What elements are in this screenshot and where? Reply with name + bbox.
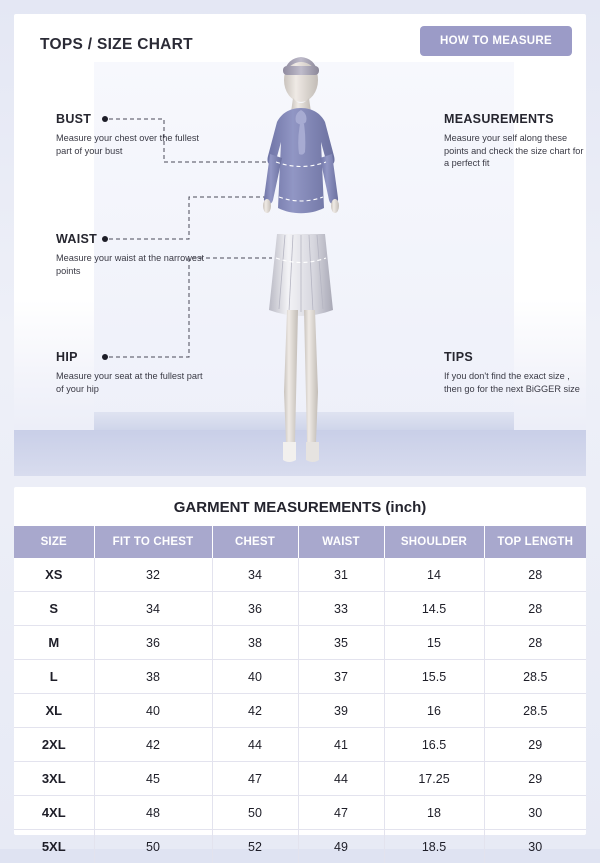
measurement-cell: 48 [94, 796, 212, 830]
measurement-cell: 14.5 [384, 592, 484, 626]
annotation-tips-body: If you don't find the exact size , then go for the next BiGGER size [444, 370, 586, 395]
annotation-tips [444, 350, 586, 395]
table-row [14, 728, 586, 762]
measurement-cell: 35 [298, 626, 384, 660]
measurements-table-card [14, 487, 586, 835]
measurement-cell: 15 [384, 626, 484, 660]
measurement-cell: 37 [298, 660, 384, 694]
measurement-cell: 30 [484, 796, 586, 830]
annotation-tips-heading: TIPS [444, 350, 586, 364]
annotation-bust-heading: BUST [56, 112, 206, 126]
measurement-cell: 40 [94, 694, 212, 728]
table-title: GARMENT MEASUREMENTS (inch) [14, 487, 586, 526]
measurement-cell: 18 [384, 796, 484, 830]
table-col-header: SHOULDER [384, 526, 484, 558]
annotation-bust [56, 112, 206, 157]
annotation-bust-body: Measure your chest over the fullest part of your bust [56, 132, 206, 157]
mannequin-illustration [246, 38, 356, 478]
size-cell: L [14, 660, 94, 694]
page-title: TOPS / SIZE CHART [40, 36, 193, 54]
measurement-cell: 30 [484, 830, 586, 863]
size-cell: XS [14, 558, 94, 592]
measurement-cell: 15.5 [384, 660, 484, 694]
measurement-cell: 34 [94, 592, 212, 626]
table-body [14, 558, 586, 863]
table-row [14, 558, 586, 592]
garment-measurements-table [14, 526, 586, 863]
measurement-cell: 28 [484, 626, 586, 660]
measurement-cell: 38 [212, 626, 298, 660]
measurement-cell: 42 [212, 694, 298, 728]
table-col-header: WAIST [298, 526, 384, 558]
table-col-header: FIT TO CHEST [94, 526, 212, 558]
table-row [14, 796, 586, 830]
table-col-header: CHEST [212, 526, 298, 558]
table-row [14, 626, 586, 660]
table-col-header: TOP LENGTH [484, 526, 586, 558]
size-cell: 3XL [14, 762, 94, 796]
annotation-measurements [444, 112, 584, 170]
measurement-cell: 52 [212, 830, 298, 863]
measurement-cell: 41 [298, 728, 384, 762]
measurement-cell: 36 [212, 592, 298, 626]
measurement-cell: 18.5 [384, 830, 484, 863]
annotation-waist [56, 232, 206, 277]
measurement-cell: 14 [384, 558, 484, 592]
measurement-cell: 32 [94, 558, 212, 592]
measurement-cell: 42 [94, 728, 212, 762]
measurement-cell: 47 [212, 762, 298, 796]
measurement-cell: 50 [212, 796, 298, 830]
measurement-cell: 28.5 [484, 694, 586, 728]
size-cell: 4XL [14, 796, 94, 830]
size-cell: XL [14, 694, 94, 728]
annotation-measurements-body: Measure your self along these points and check the size chart for a perfect fit [444, 132, 584, 170]
measurement-cell: 50 [94, 830, 212, 863]
table-row [14, 830, 586, 863]
table-col-header: SIZE [14, 526, 94, 558]
measurement-cell: 36 [94, 626, 212, 660]
measurement-cell: 17.25 [384, 762, 484, 796]
measurement-cell: 45 [94, 762, 212, 796]
annotation-hip-body: Measure your seat at the fullest part of your hip [56, 370, 206, 395]
annotation-waist-body: Measure your waist at the narrowest points [56, 252, 206, 277]
annotation-waist-heading: WAIST [56, 232, 206, 246]
measurement-cell: 31 [298, 558, 384, 592]
annotation-measurements-heading: MEASUREMENTS [444, 112, 584, 126]
table-row [14, 660, 586, 694]
measurement-cell: 38 [94, 660, 212, 694]
table-row [14, 592, 586, 626]
size-cell: M [14, 626, 94, 660]
measurement-cell: 44 [298, 762, 384, 796]
measurement-cell: 28.5 [484, 660, 586, 694]
measurement-cell: 47 [298, 796, 384, 830]
annotation-hip-heading: HIP [56, 350, 206, 364]
measurement-cell: 28 [484, 592, 586, 626]
size-cell: 5XL [14, 830, 94, 863]
measurement-cell: 29 [484, 762, 586, 796]
table-header-row [14, 526, 586, 558]
measurement-cell: 16.5 [384, 728, 484, 762]
size-cell: 2XL [14, 728, 94, 762]
table-row [14, 694, 586, 728]
measurement-cell: 34 [212, 558, 298, 592]
measurement-cell: 44 [212, 728, 298, 762]
annotation-hip [56, 350, 206, 395]
measurement-cell: 33 [298, 592, 384, 626]
measurement-cell: 16 [384, 694, 484, 728]
size-cell: S [14, 592, 94, 626]
how-to-measure-card [14, 14, 586, 476]
measurement-cell: 29 [484, 728, 586, 762]
measurement-cell: 28 [484, 558, 586, 592]
measurement-cell: 49 [298, 830, 384, 863]
measurement-cell: 40 [212, 660, 298, 694]
table-row [14, 762, 586, 796]
measurement-cell: 39 [298, 694, 384, 728]
how-to-measure-button[interactable]: HOW TO MEASURE [420, 26, 572, 56]
